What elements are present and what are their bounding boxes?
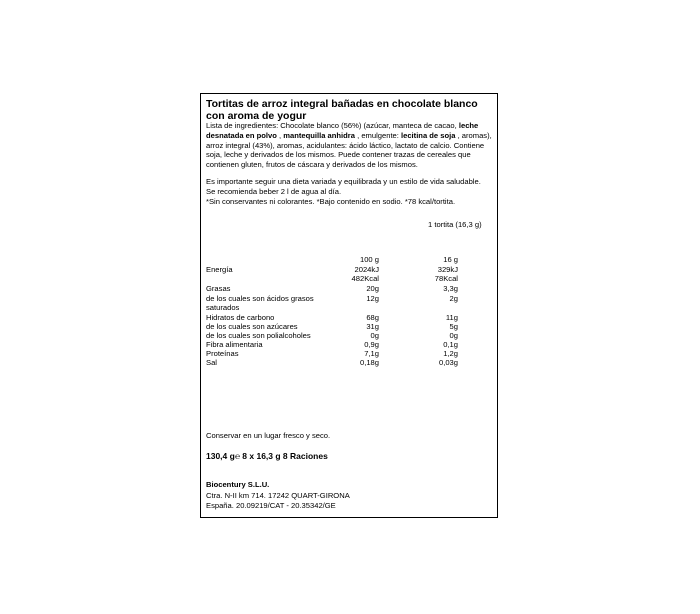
- note-line-3: *Sin conservantes ni colorantes. *Bajo contenido en sodio. *78 kcal/tortita.: [206, 196, 456, 206]
- health-notes: [206, 177, 494, 206]
- value-per-portion: 0,03g: [438, 358, 458, 367]
- nutrient-name: de los cuales son azúcares: [206, 322, 298, 331]
- ingredient-allergen-mantequilla: mantequilla anhidra: [283, 130, 355, 140]
- value-per-portion: 329kJ: [437, 265, 458, 274]
- value-per-portion: 16 g: [443, 255, 458, 264]
- value-per-portion: 0,1g: [443, 340, 458, 349]
- note-line-1: Es importante seguir una dieta variada y equilibrada y un estilo de vida saludable.: [206, 177, 481, 186]
- nutrition-label: [200, 93, 498, 518]
- nutrient-name: Sal: [206, 358, 217, 367]
- nutrient-name: de los cuales son polialcoholes: [206, 331, 311, 340]
- ingredient-allergen-soja: lecitina de soja: [401, 130, 456, 140]
- value-per-100g: 7,1g: [364, 349, 379, 358]
- product-title: Tortitas de arroz integral bañadas en chocolate blanco con aroma de yogur: [206, 98, 478, 122]
- note-line-2: Se recomienda beber 2 l de agua al día.: [206, 186, 342, 196]
- nutrient-name: Proteínas: [206, 349, 239, 358]
- nutrient-name: Fibra alimentaria: [206, 340, 263, 349]
- value-per-100g: 482Kcal: [351, 274, 379, 283]
- value-per-portion: 0g: [449, 331, 458, 340]
- value-per-portion: 78Kcal: [434, 274, 458, 283]
- value-per-100g: 0,18g: [359, 358, 379, 367]
- nutrient-name: Energía: [206, 265, 233, 274]
- nutrition-row: [206, 358, 494, 368]
- value-per-100g: 12g: [366, 294, 379, 303]
- nutrition-row: [206, 274, 494, 284]
- value-per-100g: 0g: [370, 331, 379, 340]
- nutrient-name: saturados: [206, 303, 240, 312]
- nutrient-name: Grasas: [206, 284, 231, 293]
- value-per-portion: 2g: [449, 294, 458, 303]
- nutrient-name: de los cuales son ácidos grasos: [206, 294, 314, 303]
- storage-instructions: Conservar en un lugar fresco y seco.: [206, 431, 331, 440]
- value-per-100g: 2024kJ: [354, 265, 379, 274]
- ingredients-text-1: Lista de ingredientes: Chocolate blanco (56%) (azúcar, manteca de cacao,: [206, 121, 459, 130]
- ingredients-text-2: ,: [276, 130, 284, 140]
- nutrition-row: [206, 255, 494, 265]
- ingredients-list: [206, 121, 494, 170]
- value-per-portion: 5g: [449, 322, 458, 331]
- ingredients-text-3: , emulgente:: [354, 130, 401, 140]
- nutrition-row: [206, 284, 494, 294]
- company-name: Biocentury S.L.U.: [206, 480, 270, 489]
- company-address-2: España. 20.09219/CAT - 20.35342/GE: [206, 501, 336, 510]
- value-per-100g: 31g: [366, 322, 379, 331]
- nutrient-name: Hidratos de carbono: [206, 313, 275, 322]
- ingredient-allergen-leche: leche desnatada en polvo: [206, 121, 479, 140]
- value-per-100g: 0,9g: [364, 340, 379, 349]
- value-per-100g: 100 g: [359, 255, 379, 264]
- value-per-portion: 11g: [445, 313, 458, 322]
- company-address-1: Ctra. N-II km 714. 17242 QUART-GIRONA: [206, 491, 350, 500]
- nutrition-row: [206, 303, 494, 313]
- value-per-100g: 68g: [366, 313, 379, 322]
- ingredients-text-4: , aromas), arroz integral (43%), aromas, acidulantes: ácido láctico, lactato de calcio. Contiene soja, leche y derivados de los mismos. Puede contener trazas de cereales que contienen gluten, frutos de cáscara y derivados de los mismos.: [206, 130, 492, 170]
- net-weight: 130,4 g℮ 8 x 16,3 g 8 Raciones: [206, 451, 328, 461]
- value-per-portion: 3,3g: [443, 284, 458, 293]
- value-per-portion: 1,2g: [443, 349, 458, 358]
- portion-header: 1 tortita (16,3 g): [428, 220, 482, 229]
- value-per-100g: 20g: [366, 284, 379, 293]
